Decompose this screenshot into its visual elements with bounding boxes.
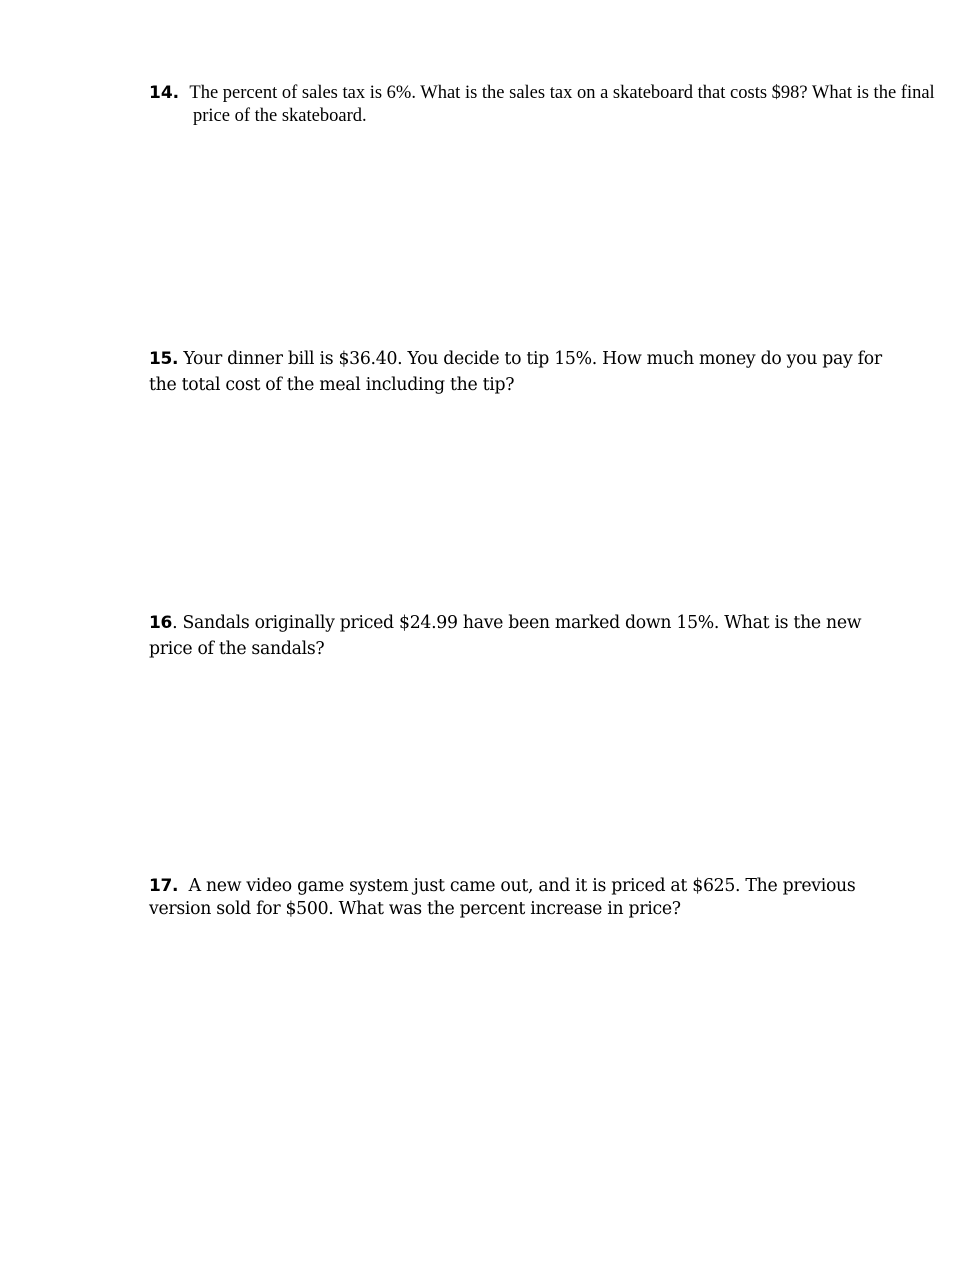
question-text: . Sandals originally priced $24.99 have been marked down 15%. What is the new price of the sandals?	[149, 613, 862, 659]
question-number: 17.	[149, 876, 179, 896]
question-text: The percent of sales tax is 6%. What is the sales tax on a skateboard that costs $98? What is the final price of the skateboard.	[189, 83, 935, 126]
question-text: Your dinner bill is $36.40. You decide to tip 15%. How much money do you pay for the total cost of the meal including the tip?	[149, 349, 882, 395]
question-number: 15.	[149, 349, 179, 369]
question-number: 16	[149, 613, 173, 633]
question-text: A new video game system just came out, and it is priced at $625. The previous version sold for $500. What was the percent increase in price?	[149, 876, 856, 919]
question-number: 14.	[149, 83, 180, 103]
question-16	[149, 610, 899, 662]
question-15	[149, 346, 899, 398]
question-14	[149, 82, 938, 128]
question-17	[149, 875, 899, 921]
